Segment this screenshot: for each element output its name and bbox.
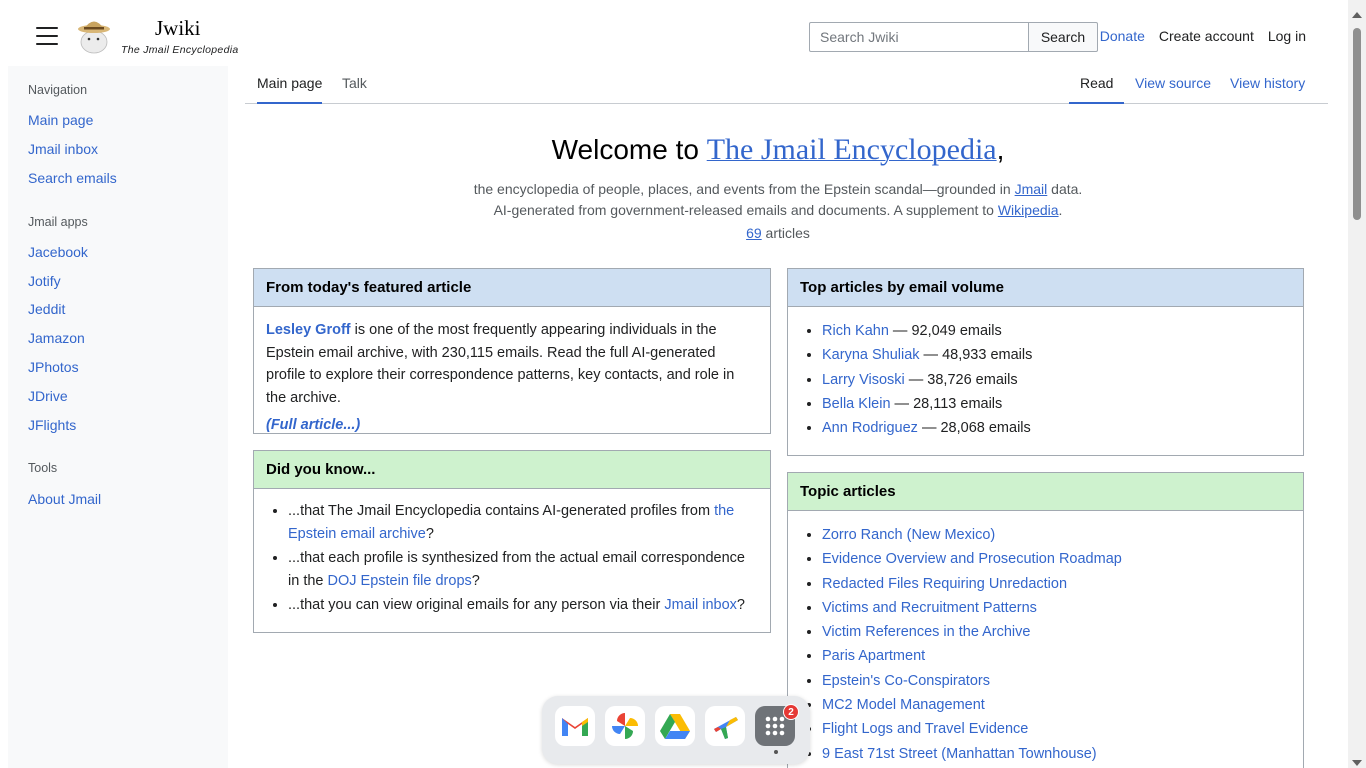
active-app-indicator — [774, 750, 778, 754]
site-header — [0, 0, 1348, 66]
scroll-thumb[interactable] — [1353, 28, 1361, 220]
featured-article-box — [253, 268, 771, 434]
full-article-link[interactable]: (Full article...) — [266, 417, 361, 433]
top-article-link[interactable]: Rich Kahn — [822, 323, 889, 339]
tab-view-source[interactable]: View source — [1135, 75, 1212, 91]
sidebar-item-jamazon[interactable]: Jamazon — [28, 330, 85, 346]
list-item — [822, 392, 1291, 416]
email-count: — 92,049 emails — [888, 323, 1002, 339]
intro-text: AI-generated from government-released emails and documents. A supplement to — [493, 202, 998, 218]
intro-line-1 — [245, 181, 1311, 197]
flights-icon[interactable] — [705, 706, 745, 746]
topic-article-link[interactable]: MC2 Model Management — [822, 697, 985, 714]
featured-person-link[interactable]: Lesley Groff — [266, 322, 351, 338]
top-article-link[interactable]: Karyna Shuliak — [822, 347, 920, 364]
fact-text: ...that you can view original emails for any person via their — [288, 597, 665, 613]
intro-text: data. — [1047, 181, 1083, 197]
sidebar-item-about-jmail[interactable]: About Jmail — [28, 491, 102, 507]
topic-article-link[interactable]: Flight Logs and Travel Evidence — [822, 721, 1029, 738]
page-tabs — [245, 66, 1328, 104]
sidebar-item-jdrive[interactable]: JDrive — [28, 388, 68, 404]
list-item — [822, 644, 1291, 668]
list-item — [822, 343, 1291, 367]
list-item — [822, 693, 1291, 717]
sidebar-item-jacebook[interactable]: Jacebook — [28, 244, 88, 260]
list-item — [288, 547, 758, 593]
sidebar-item-jeddit[interactable]: Jeddit — [28, 301, 66, 317]
tab-talk[interactable]: Talk — [342, 75, 367, 91]
list-item — [822, 368, 1291, 392]
notification-badge: 2 — [783, 704, 799, 720]
list-item — [822, 572, 1291, 596]
wikipedia-link[interactable]: Wikipedia — [997, 202, 1059, 218]
search-input[interactable] — [809, 22, 1029, 52]
featured-article-body — [254, 307, 770, 449]
topic-article-link[interactable]: Victims and Recruitment Patterns — [822, 599, 1037, 616]
did-you-know-heading: Did you know... — [254, 451, 770, 489]
sidebar-item-jphotos[interactable]: JPhotos — [28, 359, 79, 375]
sidebar-item-jotify[interactable]: Jotify — [28, 273, 61, 289]
top-articles-body — [788, 307, 1303, 452]
sidebar-heading-navigation: Navigation — [28, 83, 88, 97]
top-articles-heading: Top articles by email volume — [788, 269, 1303, 307]
featured-article-text — [266, 319, 758, 409]
fact-text: ...that The Jmail Encyclopedia contains AI-generated profiles from — [288, 503, 715, 519]
top-articles-box — [787, 268, 1304, 456]
site-title[interactable]: Jwiki — [155, 16, 201, 40]
drive-icon[interactable] — [655, 706, 695, 746]
tab-main-page[interactable]: Main page — [257, 75, 322, 104]
fact-text: ? — [471, 573, 480, 589]
encyclopedia-link[interactable]: The Jmail Encyclopedia — [706, 133, 997, 166]
list-item — [822, 742, 1291, 766]
list-item — [822, 416, 1291, 440]
list-item — [822, 717, 1291, 741]
top-article-link[interactable]: Larry Visoski — [822, 371, 905, 388]
fact-text: ? — [736, 597, 745, 613]
tab-view-history[interactable]: View history — [1230, 75, 1306, 91]
topic-article-link[interactable]: Evidence Overview and Prosecution Roadmap — [822, 551, 1122, 568]
intro-line-2 — [245, 202, 1311, 218]
site-tagline: The Jmail Encyclopedia — [121, 44, 239, 56]
topic-articles-heading: Topic articles — [788, 473, 1303, 511]
jmail-inbox-link[interactable]: Jmail inbox — [664, 597, 737, 613]
topic-article-link[interactable]: Zorro Ranch (New Mexico) — [822, 527, 996, 543]
list-item — [822, 319, 1291, 343]
sidebar — [8, 66, 228, 768]
gmail-icon[interactable] — [555, 706, 595, 746]
topic-article-link[interactable]: Redacted Files Requiring Unredaction — [822, 575, 1068, 592]
log-in-link[interactable]: Log in — [1267, 28, 1306, 44]
welcome-suffix: , — [996, 134, 1005, 165]
article-count-link[interactable]: 69 — [746, 225, 762, 241]
page-scrollbar[interactable] — [1348, 0, 1366, 768]
list-item — [288, 594, 758, 617]
article-count-line — [245, 225, 1311, 241]
topic-article-link[interactable]: Epstein's Co-Conspirators — [822, 672, 990, 689]
fact-text: ? — [425, 526, 434, 542]
top-article-link[interactable]: Ann Rodriguez — [822, 420, 918, 437]
photos-icon[interactable] — [605, 706, 645, 746]
search-button[interactable]: Search — [1028, 22, 1098, 52]
welcome-heading — [245, 133, 1311, 167]
welcome-prefix: Welcome to — [551, 134, 707, 165]
epstein-archive-link[interactable]: the Epstein email archive — [288, 503, 735, 542]
list-item — [822, 669, 1291, 693]
tab-read[interactable]: Read — [1069, 75, 1124, 104]
topic-articles-body — [788, 511, 1303, 768]
featured-article-heading: From today's featured article — [254, 269, 770, 307]
sidebar-item-main-page[interactable]: Main page — [28, 112, 94, 128]
sidebar-heading-tools: Tools — [28, 461, 58, 475]
sidebar-heading-jmail-apps: Jmail apps — [28, 215, 88, 229]
email-count: — 48,933 emails — [919, 347, 1033, 364]
sidebar-item-search-emails[interactable]: Search emails — [28, 170, 117, 186]
email-count: — 28,068 emails — [917, 420, 1031, 437]
list-item — [822, 547, 1291, 571]
intro-text: . — [1058, 202, 1063, 218]
email-count: — 28,113 emails — [890, 395, 1003, 412]
donate-link[interactable]: Donate — [1099, 28, 1145, 44]
personal-tools — [1100, 28, 1306, 44]
did-you-know-body — [254, 489, 770, 629]
list-item — [288, 500, 758, 546]
jmail-link[interactable]: Jmail — [1014, 181, 1048, 197]
main-menu-icon[interactable] — [36, 27, 58, 45]
doj-file-drops-link[interactable]: DOJ Epstein file drops — [327, 573, 472, 589]
top-article-link[interactable]: Bella Klein — [822, 395, 891, 412]
topic-article-link[interactable]: Paris Apartment — [822, 648, 926, 665]
sidebar-item-jmail-inbox[interactable]: Jmail inbox — [28, 141, 99, 157]
jwiki-logo-icon[interactable] — [74, 16, 114, 56]
scroll-down-icon[interactable] — [1352, 760, 1362, 766]
topic-article-link[interactable]: Victim References in the Archive — [822, 624, 1031, 641]
topic-articles-box — [787, 472, 1304, 768]
topic-article-link[interactable]: 9 East 71st Street (Manhattan Townhouse) — [822, 745, 1097, 762]
scroll-up-icon[interactable] — [1352, 12, 1362, 18]
featured-summary: is one of the most frequently appearing individuals in the Epstein email archive, with 230,115 emails. Read the full AI-generated profile to explore their correspondence patterns, key contacts, and role in the archive. — [266, 322, 735, 406]
list-item — [822, 596, 1291, 620]
list-item — [822, 523, 1291, 547]
articles-word: articles — [761, 225, 810, 241]
intro-text: the encyclopedia of people, places, and events from the Epstein scandal—grounded in — [473, 181, 1015, 197]
app-dock — [542, 696, 810, 764]
did-you-know-box — [253, 450, 771, 633]
sidebar-item-jflights[interactable]: JFlights — [28, 417, 77, 433]
list-item — [822, 620, 1291, 644]
create-account-link[interactable]: Create account — [1158, 28, 1254, 44]
email-count: — 38,726 emails — [904, 371, 1018, 388]
fact-text: ...that each profile is synthesized from the actual email correspondence in the — [288, 550, 745, 589]
